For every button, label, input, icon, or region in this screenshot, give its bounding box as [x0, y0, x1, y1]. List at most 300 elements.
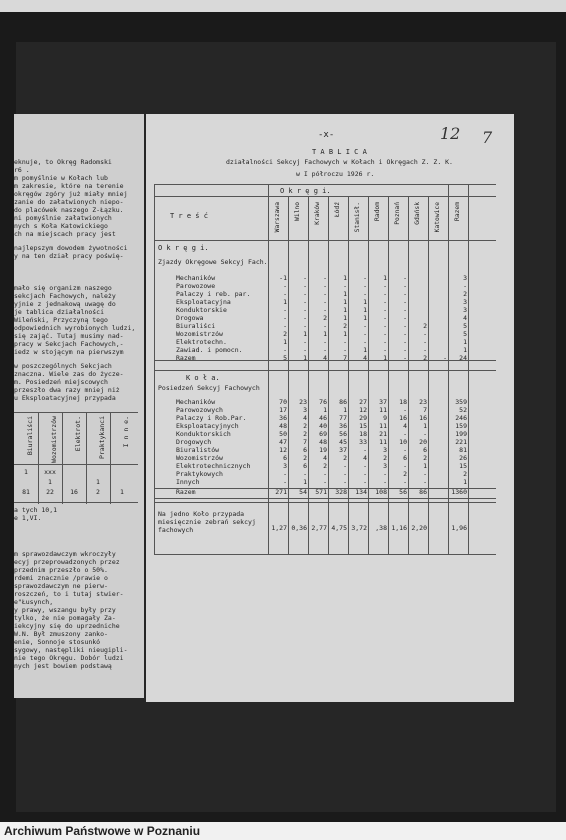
section2-row-value: 6: [403, 454, 407, 462]
section2-row-value: 70: [279, 398, 287, 406]
section1-row-value: -: [283, 346, 287, 354]
section2-row-label: Mechaników: [176, 398, 216, 406]
section1-total-value: 4: [363, 354, 367, 362]
section1-row-value: -: [363, 282, 367, 290]
section1-row-value: 5: [463, 322, 467, 330]
left-table-cell: 16: [70, 488, 78, 496]
average-label: miesięcznie zebrań sekcyj: [158, 518, 256, 526]
group-header: O k r ę g i.: [280, 187, 331, 195]
section1-row-value: 1: [283, 298, 287, 306]
average-label: fachowych: [158, 526, 194, 534]
text-line: okręgów zgóry już miały mniej: [14, 190, 128, 198]
section1-total-value: 1: [383, 354, 387, 362]
section1-row-value: -: [283, 282, 287, 290]
left-table-cell: 1: [120, 488, 124, 496]
section1-row-value: -: [403, 282, 407, 290]
section1-row-value: 1: [343, 330, 347, 338]
section2-row-value: 36: [279, 414, 287, 422]
section2-row-value: 3: [303, 406, 307, 414]
text-line: e 1,VI.: [14, 514, 42, 522]
section1-row-value: -: [403, 274, 407, 282]
section1-row-value: -: [383, 314, 387, 322]
table-rule: [154, 184, 496, 185]
subtitle-date: w I półroczu 1926 r.: [296, 170, 375, 178]
section1-row-value: 3: [463, 306, 467, 314]
section2-row-label: Elektrotechnicznych: [176, 462, 251, 470]
title: T A B L I C A: [312, 148, 367, 156]
text-line: u Eksploatacyjnej przypada: [14, 394, 116, 402]
section1-row-value: -: [383, 346, 387, 354]
section2-row-value: -: [343, 478, 347, 486]
section2-row-label: Biuralistów: [176, 446, 220, 454]
section2-row-value: 15: [459, 462, 467, 470]
section1-row-value: -: [403, 322, 407, 330]
text-line: y prawy, wszangu były przy: [14, 606, 116, 614]
section2-row-value: 81: [459, 446, 467, 454]
text-line: enie, Sonnoje stosunkó: [14, 638, 101, 646]
section2-total-value: 86: [419, 488, 427, 496]
section1-total-value: 7: [343, 354, 347, 362]
text-line: iedz w stojącym na pierwszym: [14, 348, 124, 356]
section1-row-value: -: [343, 282, 347, 290]
section2-row-value: -: [323, 478, 327, 486]
left-text-block-c: [14, 284, 144, 356]
column-header: Razem: [454, 202, 461, 221]
text-line: y na ten dział pracy poświę-: [14, 252, 124, 260]
section1-row-value: -: [303, 290, 307, 298]
section2-row-value: 1: [423, 462, 427, 470]
section2-row-value: -: [363, 462, 367, 470]
section2-row-value: 2: [423, 454, 427, 462]
section2-row-value: -: [303, 470, 307, 478]
left-table-rule: [110, 412, 111, 504]
section2-row-value: 7: [423, 406, 427, 414]
table-rule: [448, 184, 449, 554]
left-text-block-e: [14, 506, 144, 522]
section2-row-value: -: [283, 478, 287, 486]
average-value: ,38: [375, 524, 387, 532]
text-line: a tych 10,1: [14, 506, 58, 514]
average-value: 1,16: [391, 524, 407, 532]
section1-subtitle: Zjazdy Okręgowe Sekcyj Fach.: [158, 258, 268, 266]
section1-row-value: -: [323, 274, 327, 282]
section1-row-value: -: [363, 322, 367, 330]
section2-row-value: -: [383, 478, 387, 486]
table-rule: [408, 196, 409, 554]
section2-row-value: 33: [359, 438, 367, 446]
section1-row-value: 4: [463, 314, 467, 322]
section2-row-value: 7: [303, 438, 307, 446]
section2-row-label: Konduktorskich: [176, 430, 231, 438]
table-rule: [368, 196, 369, 554]
section1-row-value: -: [403, 346, 407, 354]
section2-row-value: -: [343, 470, 347, 478]
section2-subtitle: Posiedzeń Sekcyj Fachowych: [158, 384, 260, 392]
section2-row-value: 48: [319, 438, 327, 446]
left-table-rule: [86, 412, 87, 504]
section2-row-value: 48: [279, 422, 287, 430]
table-rule: [154, 184, 155, 554]
section1-total-value: 24: [459, 354, 467, 362]
left-text-block-f: [14, 550, 144, 670]
left-table-cell: 1: [24, 468, 28, 476]
section1-row-value: -: [303, 274, 307, 282]
text-line: nie tego Okręgu. Dobór ludzi: [14, 654, 124, 662]
section2-row-value: 12: [279, 446, 287, 454]
section2-row-value: 26: [459, 454, 467, 462]
average-value: 2,77: [311, 524, 327, 532]
section2-row-value: 4: [403, 422, 407, 430]
section1-row-value: -: [283, 322, 287, 330]
section1-row-value: 2: [283, 330, 287, 338]
section2-row-value: 86: [339, 398, 347, 406]
section1-row-value: -: [303, 346, 307, 354]
table-rule: [154, 240, 496, 241]
table-rule: [154, 502, 496, 503]
section2-row-value: 2: [303, 422, 307, 430]
page-number: 12: [440, 124, 461, 143]
average-value: 4,75: [331, 524, 347, 532]
section2-row-value: 16: [399, 414, 407, 422]
text-line: e"Łusynch,: [14, 598, 54, 606]
section2-total-value: 271: [275, 488, 287, 496]
section1-total-value: 1: [303, 354, 307, 362]
section2-row-label: Eksploatacyjnych: [176, 422, 239, 430]
left-header: T r e ś ć: [170, 212, 208, 220]
section2-row-value: 37: [379, 398, 387, 406]
section2-row-value: -: [363, 470, 367, 478]
section2-row-value: 3: [383, 446, 387, 454]
text-line: nych jest bowiem podstawą: [14, 662, 112, 670]
left-table-cell: 1: [96, 478, 100, 486]
table-rule: [308, 196, 309, 554]
left-table-head: Praktykanci: [98, 416, 106, 460]
section1-row-value: -: [323, 298, 327, 306]
text-line: ecyj przeprowadzonych przez: [14, 558, 120, 566]
text-line: sekcjach Fachowych, należy: [14, 292, 116, 300]
section2-row-value: 40: [319, 422, 327, 430]
section2-row-value: 46: [319, 414, 327, 422]
section2-row-value: -: [403, 462, 407, 470]
section2-row-value: -: [323, 470, 327, 478]
section2-row-value: 20: [419, 438, 427, 446]
section2-row-value: -: [423, 470, 427, 478]
section1-total-label: Razem: [176, 354, 196, 362]
section1-row-value: -: [363, 330, 367, 338]
text-line: ni pomyślnie załatwionych: [14, 214, 112, 222]
text-line: m sprawozdawczym wkroczyły: [14, 550, 116, 558]
section2-total-value: 108: [375, 488, 387, 496]
column-header: Radom: [374, 202, 381, 221]
column-header: Gdańsk: [414, 202, 421, 225]
section1-row-value: -: [383, 290, 387, 298]
section1-row-value: 1: [363, 306, 367, 314]
section1-row-value: -: [383, 322, 387, 330]
section2-row-value: -: [403, 406, 407, 414]
section1-row-value: -: [283, 306, 287, 314]
section2-row-value: 77: [339, 414, 347, 422]
section2-row-label: Praktykowych: [176, 470, 223, 478]
section1-row-label: Palaczy i reb. par.: [176, 290, 251, 298]
section1-total-value: 5: [283, 354, 287, 362]
text-line: eknuje, to Okręg Radomski: [14, 158, 112, 166]
left-table-cell: 81: [22, 488, 30, 496]
section2-row-value: -: [423, 430, 427, 438]
left-table-rule: [14, 502, 138, 503]
section2-total-value: 54: [299, 488, 307, 496]
section2-row-value: 6: [423, 446, 427, 454]
section2-row-value: 11: [379, 438, 387, 446]
section1-row-label: Wozomistrzów: [176, 330, 223, 338]
section2-row-value: 2: [303, 430, 307, 438]
text-line: odpowiednich wyrobionych ludzi,: [14, 324, 136, 332]
section1-total-value: 2: [423, 354, 427, 362]
text-line: sprawozdawczym ne pierw-: [14, 582, 108, 590]
section1-row-value: 2: [323, 314, 327, 322]
average-value: 2,20: [411, 524, 427, 532]
text-line: nych s Koła Katowickiego: [14, 222, 108, 230]
section1-row-value: -: [323, 282, 327, 290]
section1-total-value: -: [443, 354, 447, 362]
section1-row-label: Drogowa: [176, 314, 204, 322]
section1-row-value: -: [363, 274, 367, 282]
section2-row-value: 9: [383, 414, 387, 422]
section1-row-value: -: [303, 306, 307, 314]
section2-row-value: 12: [359, 406, 367, 414]
section1-row-value: -: [323, 338, 327, 346]
section1-row-value: -: [423, 330, 427, 338]
text-line: mało się organizm naszego: [14, 284, 112, 292]
text-line: znaczna. Wiele zas do życze-: [14, 370, 124, 378]
section1-row-value: 1: [343, 298, 347, 306]
table-rule: [288, 196, 289, 554]
left-page: [14, 114, 144, 698]
section2-total-value: 56: [399, 488, 407, 496]
table-rule: [154, 498, 496, 499]
table-rule: [468, 184, 469, 554]
text-line: m. Posiedzeń miejscowych: [14, 378, 108, 386]
top-bar: [0, 0, 566, 12]
section1-row-value: -: [403, 306, 407, 314]
section1-row-value: -: [363, 290, 367, 298]
text-line: yjnie z jednakową uwagę do: [14, 300, 116, 308]
left-table-rule: [14, 412, 138, 413]
table-rule: [348, 196, 349, 554]
section1-row-value: -: [303, 298, 307, 306]
text-line: r6 .: [14, 166, 30, 174]
section1-row-value: 1: [363, 314, 367, 322]
section2-row-value: 246: [455, 414, 467, 422]
text-line: w poszczególnych Sekcjach: [14, 362, 112, 370]
section2-row-value: 2: [323, 462, 327, 470]
section1-row-label: Biuraliści: [176, 322, 216, 330]
left-text-block-a: [14, 158, 144, 238]
section2-row-label: Wozomistrzów: [176, 454, 223, 462]
section2-row-value: 6: [283, 454, 287, 462]
section2-total-value: 134: [355, 488, 367, 496]
section2-row-value: 159: [455, 422, 467, 430]
left-text-block-b: [14, 244, 144, 260]
section2-row-value: 10: [399, 438, 407, 446]
section2-row-value: 199: [455, 430, 467, 438]
section2-row-value: 1: [343, 406, 347, 414]
stroke-mark: -x-: [318, 130, 335, 140]
table-page: [146, 114, 514, 702]
column-header: Katowice: [434, 202, 441, 233]
section2-row-value: 76: [319, 398, 327, 406]
section2-row-value: -: [383, 470, 387, 478]
section1-row-value: -: [323, 346, 327, 354]
section2-row-value: 50: [279, 430, 287, 438]
section2-row-value: 1: [303, 478, 307, 486]
section1-row-value: -: [303, 314, 307, 322]
section2-row-value: 21: [379, 430, 387, 438]
section2-row-label: Palaczy i Rob.Par.: [176, 414, 247, 422]
section2-row-value: -: [283, 470, 287, 478]
section2-total-label: Razem: [176, 488, 196, 496]
section1-row-label: Eksploatacyjna: [176, 298, 231, 306]
section1-row-value: -: [303, 338, 307, 346]
section1-row-value: 1: [383, 274, 387, 282]
left-table-rule: [14, 464, 138, 465]
section2-row-value: 1: [323, 406, 327, 414]
left-table-cell: 1: [48, 478, 52, 486]
archive-name: Archiwum Państwowe w Poznaniu: [4, 824, 201, 838]
section2-row-value: -: [423, 478, 427, 486]
section1-total-value: 4: [323, 354, 327, 362]
section1-row-value: 1: [463, 346, 467, 354]
section2-total-value: 571: [315, 488, 327, 496]
section2-total-value: 328: [335, 488, 347, 496]
section1-row-value: 1: [343, 306, 347, 314]
section1-row-value: 1: [363, 346, 367, 354]
section1-row-value: -: [463, 282, 467, 290]
section1-row-value: 1: [363, 298, 367, 306]
average-label: Na jedno Koło przypada: [158, 510, 245, 518]
section2-row-value: 2: [463, 470, 467, 478]
section2-row-value: 52: [459, 406, 467, 414]
section2-row-value: 1: [463, 478, 467, 486]
section1-row-value: 3: [463, 298, 467, 306]
average-value: 3,72: [351, 524, 367, 532]
text-line: W.N. Był zmuszony zanko-: [14, 630, 108, 638]
section2-row-value: 23: [419, 398, 427, 406]
section1-row-value: -: [403, 330, 407, 338]
section1-row-value: -: [303, 322, 307, 330]
average-value: 1,27: [271, 524, 287, 532]
section1-row-value: -: [343, 346, 347, 354]
left-table-cell: 2: [96, 488, 100, 496]
hand-mark: 7: [482, 128, 493, 147]
section2-row-value: 4: [323, 454, 327, 462]
text-line: zanie do załatwionych niepo-: [14, 198, 124, 206]
section1-row-value: -: [383, 298, 387, 306]
section1-row-value: 1: [343, 290, 347, 298]
column-header: Wilno: [294, 202, 301, 221]
text-line: przednim przeszło o 50%.: [14, 566, 108, 574]
column-header: Poznań: [394, 202, 401, 225]
section1-row-value: 2: [463, 290, 467, 298]
section2-row-value: 36: [339, 422, 347, 430]
left-table: [14, 412, 138, 504]
section2-row-value: -: [343, 462, 347, 470]
left-table-head: Biuraliści: [26, 416, 34, 456]
section1-row-value: 2: [423, 322, 427, 330]
text-line: do placówek naszego Z-Łązku.: [14, 206, 124, 214]
column-header: Kraków: [314, 202, 321, 225]
section2-row-label: Drogowych: [176, 438, 212, 446]
section2-row-value: 69: [319, 430, 327, 438]
text-line: rdemi znacznie /prawie o: [14, 574, 108, 582]
text-line: je tablica działalności: [14, 308, 105, 316]
section2-row-value: 3: [283, 462, 287, 470]
section1-row-value: -: [423, 338, 427, 346]
left-table-head: Elektrot.: [74, 416, 82, 452]
section1-row-value: 1: [343, 274, 347, 282]
section1-row-value: -: [403, 338, 407, 346]
section1-row-label: Parowozowe: [176, 282, 216, 290]
left-table-head: Wozomistrzów: [50, 416, 58, 463]
section2-row-value: 6: [303, 462, 307, 470]
section2-row-value: -: [363, 478, 367, 486]
section1-row-value: -: [323, 322, 327, 330]
column-header: Łódź: [334, 202, 341, 218]
table-rule: [428, 196, 429, 554]
section1-row-value: 1: [303, 330, 307, 338]
section2-row-value: 2: [343, 454, 347, 462]
left-table-rule: [38, 412, 39, 504]
left-table-rule: [62, 412, 63, 504]
average-value: 0,36: [291, 524, 307, 532]
section2-row-value: 6: [303, 446, 307, 454]
section1-title: O k r ę g i.: [158, 244, 209, 252]
section2-row-value: 45: [339, 438, 347, 446]
left-table-cell: 22: [46, 488, 54, 496]
text-line: sygowy, następliki nieugipli-: [14, 646, 128, 654]
section2-row-value: 17: [279, 406, 287, 414]
section1-total-value: -: [403, 354, 407, 362]
section2-row-value: 2: [383, 454, 387, 462]
section1-row-value: -: [383, 330, 387, 338]
section1-row-value: -: [323, 306, 327, 314]
table-rule: [154, 370, 496, 371]
subtitle: działalności Sekcyj Fachowych w Kołach i Okręgach Z. Z. K.: [226, 158, 453, 166]
text-line: m pomyślnie w Kołach lub: [14, 174, 108, 182]
section2-row-value: 2: [403, 470, 407, 478]
text-line: najlepszym dowodem żywotności: [14, 244, 128, 252]
section2-row-value: -: [403, 478, 407, 486]
section2-row-label: Parowozowych: [176, 406, 223, 414]
text-line: iekcyjny się do uprzedniche: [14, 622, 120, 630]
section2-row-label: Innych: [176, 478, 200, 486]
section1-row-label: Elektrotechn.: [176, 338, 227, 346]
section1-row-value: -: [383, 338, 387, 346]
table-rule: [388, 196, 389, 554]
section1-row-value: -: [283, 314, 287, 322]
section1-row-value: -: [343, 338, 347, 346]
section2-row-value: 19: [319, 446, 327, 454]
section2-row-value: 56: [339, 430, 347, 438]
section2-row-value: -: [403, 430, 407, 438]
section1-row-value: 2: [343, 322, 347, 330]
table-rule: [328, 196, 329, 554]
section1-row-value: -: [303, 282, 307, 290]
section1-row-value: -: [383, 282, 387, 290]
text-line: pracy w Sekcjach Fachowych,-: [14, 340, 124, 348]
text-line: m zakresie, które na terenie: [14, 182, 124, 190]
section2-title: K o ł a.: [186, 374, 220, 382]
text-line: tylko, że nie pomagały Za-: [14, 614, 116, 622]
